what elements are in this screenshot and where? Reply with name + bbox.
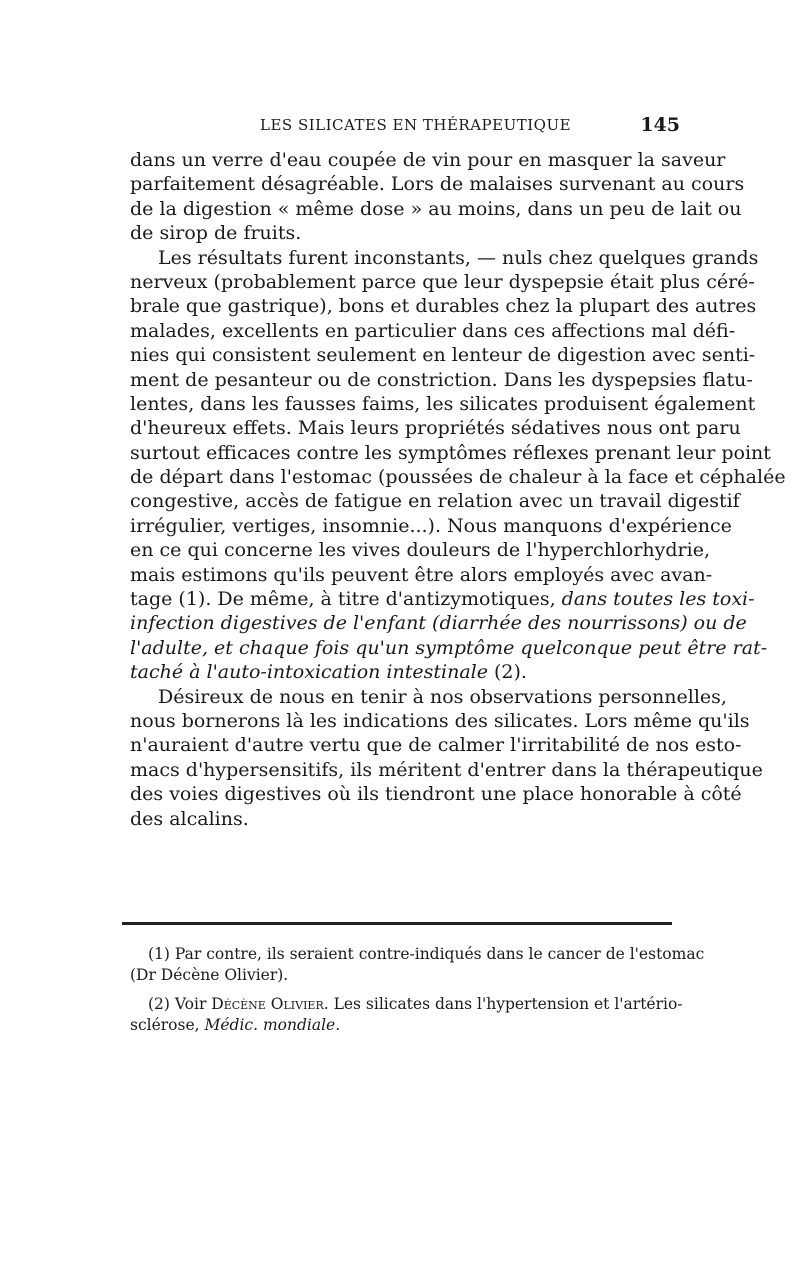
- text-line: nous bornerons là les indications des silicates. Lors même qu'ils: [130, 709, 750, 732]
- footnote-2-line-2: [130, 1015, 670, 1036]
- running-header: [130, 116, 680, 140]
- footnote-rule: [122, 922, 672, 925]
- journal-title: Médic. mondiale.: [204, 1016, 341, 1034]
- footnote-2-line-1: [130, 994, 683, 1015]
- text-line: ment de pesanteur ou de constriction. Dans les dyspepsies flatu-: [130, 368, 753, 391]
- text-run: (2).: [487, 661, 527, 684]
- author-name: Décène Olivier: [211, 995, 324, 1013]
- text-line: parfaitement désagréable. Lors de malaises survenant au cours: [130, 173, 745, 196]
- text-line: d'heureux effets. Mais leurs propriétés sédatives nous ont paru: [130, 417, 741, 440]
- italic-run: taché à l'auto-intoxication intestinale: [130, 661, 488, 684]
- footnotes: [130, 944, 705, 1036]
- text-line: en ce qui concerne les vives douleurs de l'hyperchlorhydrie,: [130, 539, 710, 562]
- footnote-1-line-2: (Dr Décène Olivier).: [130, 966, 289, 984]
- text-line: mais estimons qu'ils peuvent être alors employés avec avan-: [130, 563, 713, 586]
- text-line: [130, 587, 755, 611]
- text-line: [130, 636, 768, 660]
- italic-run: dans toutes les toxi-: [561, 588, 755, 611]
- footnote-1-line-1: (1) Par contre, ils seraient contre-indiqués dans le cancer de l'estomac: [148, 945, 705, 963]
- text-line: Désireux de nous en tenir à nos observations personnelles,: [158, 685, 727, 708]
- text-line: [130, 660, 680, 684]
- text-line: n'auraient d'autre vertu que de calmer l'irritabilité de nos esto-: [130, 734, 742, 757]
- page-number: 145: [640, 114, 680, 136]
- body-text: [130, 148, 786, 831]
- text-line: macs d'hypersensitifs, ils méritent d'entrer dans la thérapeutique: [130, 758, 763, 781]
- text-run: tage (1). De même, à titre d'antizymotiques,: [130, 588, 556, 611]
- text-line: Les résultats furent inconstants, — nuls chez quelques grands: [158, 246, 759, 269]
- text-line: congestive, accès de fatigue en relation avec un travail digestif: [130, 490, 740, 513]
- text-run: (2) Voir: [148, 995, 212, 1013]
- text-run: . Les silicates dans l'hypertension et l'artério-: [323, 995, 683, 1013]
- text-line: malades, excellents en particulier dans ces affections mal défi-: [130, 319, 736, 342]
- text-line: de départ dans l'estomac (poussées de chaleur à la face et céphalée: [130, 466, 786, 489]
- text-line: de la digestion « même dose » au moins, dans un peu de lait ou: [130, 197, 742, 220]
- text-line: surtout efficaces contre les symptômes réflexes prenant leur point: [130, 441, 771, 464]
- running-title: LES SILICATES EN THÉRAPEUTIQUE: [260, 116, 572, 134]
- italic-run: infection digestives de l'enfant (diarrhée des nourrissons) ou de: [130, 612, 747, 635]
- text-line: de sirop de fruits.: [130, 222, 302, 245]
- text-run: sclérose,: [130, 1016, 205, 1034]
- text-line: brale que gastrique), bons et durables chez la plupart des autres: [130, 295, 757, 318]
- text-line: des voies digestives où ils tiendront une place honorable à côté: [130, 783, 742, 806]
- text-line: nerveux (probablement parce que leur dyspepsie était plus céré-: [130, 270, 755, 293]
- text-line: lentes, dans les fausses faims, les silicates produisent également: [130, 392, 756, 415]
- text-line: des alcalins.: [130, 807, 249, 830]
- text-line: dans un verre d'eau coupée de vin pour en masquer la saveur: [130, 149, 726, 171]
- text-line: [130, 611, 747, 635]
- text-line: irrégulier, vertiges, insomnie...). Nous manquons d'expérience: [130, 514, 732, 537]
- italic-run: l'adulte, et chaque fois qu'un symptôme quelconque peut être rat-: [130, 636, 768, 659]
- text-line: nies qui consistent seulement en lenteur de digestion avec senti-: [130, 344, 756, 367]
